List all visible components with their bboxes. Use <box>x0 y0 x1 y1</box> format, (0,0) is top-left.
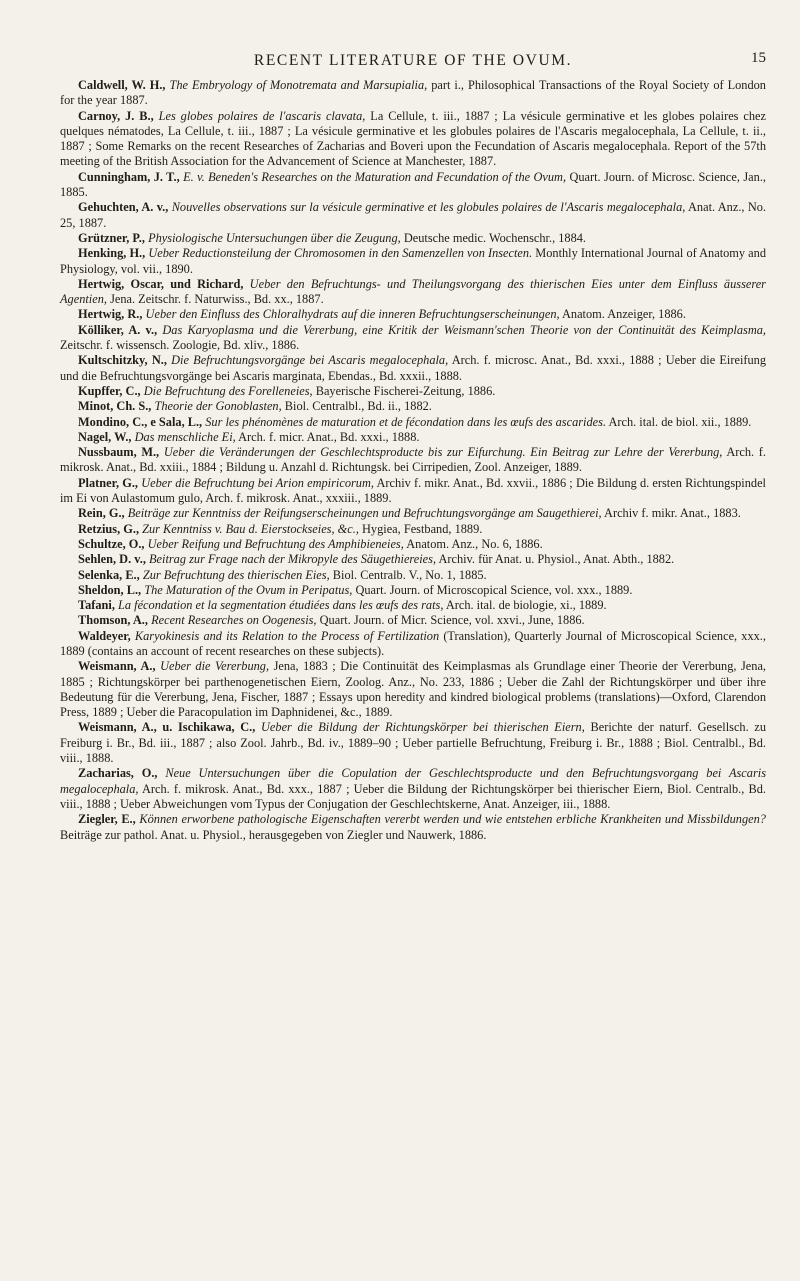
reference-entry <box>60 307 766 322</box>
reference-details: Archiv. für Anat. u. Physiol., Anat. Abth., 1882. <box>438 552 675 567</box>
reference-entry <box>60 109 766 170</box>
reference-author: Kölliker, A. v., <box>78 322 158 337</box>
reference-entry <box>60 200 766 231</box>
reference-entry <box>60 629 766 660</box>
reference-author: Carnoy, J. B., <box>78 108 154 123</box>
reference-author: Minot, Ch. S., <box>78 399 152 414</box>
reference-title: Les globes polaires de l'ascaris clavata, <box>158 108 366 123</box>
reference-author: Nagel, W., <box>78 429 132 444</box>
reference-details: Arch. f. mikrosk. Anat., Bd. xxx., 1887 ; Ueber die Bildung der Richtungskörper bei thierischer Eiern, Biol. Centralb., Bd. viii., 1888 ; Ueber Abweichungen vom Typus der Conjugation der Geschlechtskerne, Anat. Anzeiger, iii., 1888. <box>60 781 766 811</box>
reference-title: Das menschliche Ei, <box>134 429 236 444</box>
reference-details: Anatom. Anz., No. 6, 1886. <box>406 536 543 551</box>
reference-details: Anatom. Anzeiger, 1886. <box>561 307 686 322</box>
running-head: RECENT LITERATURE OF THE OVUM. <box>253 52 573 69</box>
reference-author: Sheldon, L., <box>78 582 142 597</box>
reference-details: Arch. ital. de biol. xii., 1889. <box>608 414 752 429</box>
reference-entry <box>60 766 766 812</box>
reference-list <box>60 78 766 843</box>
reference-title: Ueber den Befruchtungs- und Theilungsvorgang des thierischen Eies unter dem Einfluss äusserer Agentien, <box>60 276 766 307</box>
reference-details: Jena. Zeitschr. f. Naturwiss., Bd. xx., 1887. <box>110 292 324 307</box>
reference-entry <box>60 720 766 766</box>
reference-title: Ueber Reductionsteilung der Chromosomen in den Samenzellen von Insecten. <box>148 246 533 261</box>
reference-details: Arch. ital. de biologie, xi., 1889. <box>445 598 607 613</box>
page-header <box>60 0 766 78</box>
reference-entry <box>60 430 766 445</box>
reference-author: Sehlen, D. v., <box>78 552 146 567</box>
reference-author: Kultschitzky, N., <box>78 353 167 368</box>
reference-author: Kupffer, C., <box>78 383 141 398</box>
reference-entry <box>60 522 766 537</box>
reference-entry <box>60 583 766 598</box>
reference-details: Hygiea, Festband, 1889. <box>362 521 483 536</box>
reference-details: (Translation), Quarterly Journal of Microscopical Science, xxx., 1889 (contains an account of recent researches on these subjects). <box>60 628 766 658</box>
reference-entry <box>60 399 766 414</box>
reference-details: Arch. f. microsc. Anat., Bd. xxxi., 1888 ; Ueber die Eireifung und die Befruchtungsvorgänge bei Ascaris marginata, Ebendas., Bd. xxxii., 1888. <box>60 353 766 383</box>
reference-details: Biol. Centralb. V., No. 1, 1885. <box>332 567 487 582</box>
reference-entry <box>60 659 766 720</box>
reference-entry <box>60 445 766 476</box>
reference-title: Ueber die Vererbung, <box>160 659 270 674</box>
reference-details: Monthly International Journal of Anatomy and Physiology, vol. vii., 1890. <box>60 246 766 276</box>
reference-author: Hertwig, R., <box>78 307 143 322</box>
reference-author: Mondino, C., e Sala, L., <box>78 414 203 429</box>
reference-entry <box>60 613 766 628</box>
reference-author: Weismann, A., <box>78 659 156 674</box>
reference-author: Gehuchten, A. v., <box>78 200 169 215</box>
reference-title: The Embryology of Monotremata and Marsupialia, <box>169 78 428 92</box>
reference-title: Neue Untersuchungen über die Copulation der Geschlechtsproducte und den Befruchtungsvorgang bei Ascaris megalocephala, <box>60 766 766 796</box>
reference-title: The Maturation of the Ovum in Peripatus, <box>144 582 353 597</box>
reference-entry <box>60 506 766 521</box>
reference-title: Karyokinesis and its Relation to the Process of Fertilization <box>134 628 440 643</box>
reference-author: Hertwig, Oscar, und Richard, <box>78 276 244 291</box>
reference-title: Das Karyoplasma und die Vererbung, eine Kritik der Weismann'schen Theorie von der Continuität des Keimplasma, <box>162 322 766 337</box>
reference-title: Ueber die Bildung der Richtungskörper bei thierischen Eiern, <box>261 720 585 735</box>
reference-author: Cunningham, J. T., <box>78 169 180 184</box>
reference-author: Zacharias, O., <box>78 766 158 781</box>
reference-details: part i., Philosophical Transactions of the Royal Society of London for the year 1887. <box>60 78 766 108</box>
reference-author: Tafani, <box>78 598 115 613</box>
reference-author: Waldeyer, <box>78 628 131 643</box>
reference-details: Quart. Journ. of Microscopical Science, vol. xxx., 1889. <box>355 582 633 597</box>
reference-entry <box>60 353 766 384</box>
reference-author: Ziegler, E., <box>78 812 136 827</box>
reference-author: Nussbaum, M., <box>78 445 160 460</box>
reference-title: Ueber die Befruchtung bei Arion empiricorum, <box>141 475 374 490</box>
reference-details: Archiv f. mikr. Anat., 1883. <box>604 506 741 521</box>
reference-title: Nouvelles observations sur la vésicule germinative et les globules polaires de l'Ascaris megalocephala, <box>171 200 686 215</box>
reference-entry <box>60 246 766 277</box>
reference-details: Anat. Anz., No. 25, 1887. <box>60 200 767 230</box>
reference-details: Jena, 1883 ; Die Continuität des Keimplasmas als Grundlage einer Theorie der Vererbung, Jena, 1885 ; Richtungskörper bei parthenogenetischen Eiern, Zoolog. Anz., No. 233, 1886 ; Ueber die Zahl der Richtungskörper und über ihre Bedeutung für die Vererbung, Jena, Fischer, 1887 ; Essays upon heredity and kindred biological problems (translations)—Oxford, Clarendon Press, 1889 ; Ueber die Paracopulation im Daphnidenei, &c., 1889. <box>60 659 767 720</box>
reference-entry <box>60 598 766 613</box>
reference-author: Schultze, O., <box>78 536 145 551</box>
reference-entry <box>60 415 766 430</box>
reference-details: Bayerische Fischerei-Zeitung, 1886. <box>315 383 496 398</box>
reference-entry <box>60 812 766 843</box>
reference-title: Ueber die Veränderungen der Geschlechtsproducte bis zur Eifurchung. Ein Beitrag zur Lehre der Vererbung, <box>163 445 723 460</box>
reference-title: Physiologische Untersuchungen über die Zeugung, <box>148 230 401 245</box>
reference-author: Henking, H., <box>78 246 146 261</box>
reference-entry <box>60 476 766 507</box>
reference-author: Caldwell, W. H., <box>78 78 166 92</box>
reference-entry <box>60 78 766 109</box>
reference-author: Rein, G., <box>78 506 125 521</box>
reference-title: E. v. Beneden's Researches on the Maturation and Fecundation of the Ovum, <box>183 169 567 184</box>
reference-details: Deutsche medic. Wochenschr., 1884. <box>403 230 587 245</box>
reference-title: Beitrag zur Frage nach der Mikropyle des Säugethiereies, <box>149 552 437 567</box>
reference-author: Retzius, G., <box>78 521 140 536</box>
reference-author: Weismann, A., u. Ischikawa, C., <box>78 720 256 735</box>
reference-title: Ueber den Einfluss des Chloralhydrats auf die inneren Befruchtungserscheinungen, <box>145 307 560 322</box>
reference-title: Können erworbene pathologische Eigenschaften vererbt werden und wie entstehen erbliche Krankheiten und Missbildungen? <box>139 812 766 827</box>
reference-details: Beiträge zur pathol. Anat. u. Physiol., herausgegeben von Ziegler und Nauwerk, 1886. <box>60 827 487 842</box>
reference-author: Platner, G., <box>78 475 138 490</box>
reference-title: Theorie der Gonoblasten, <box>154 399 282 414</box>
reference-entry <box>60 384 766 399</box>
reference-author: Thomson, A., <box>78 613 148 628</box>
reference-details: Zeitschr. f. wissensch. Zoologie, Bd. xliv., 1886. <box>60 338 300 353</box>
reference-title: Recent Researches on Oogenesis, <box>151 613 317 628</box>
reference-title: Sur les phénomènes de maturation et de fécondation dans les œufs des ascarides. <box>205 414 607 429</box>
reference-title: La fécondation et la segmentation étudiées dans les œufs des rats, <box>118 598 444 613</box>
reference-details: Berichte der naturf. Gesellsch. zu Freiburg i. Br., Bd. iii., 1887 ; also Zool. Jahrb., Bd. iv., 1889–90 ; Ueber partielle Befruchtung, Freiburg i. Br., 1888 ; Biol. Centralbl., Bd. viii., 1888. <box>60 720 767 766</box>
reference-title: Zur Kenntniss v. Bau d. Eierstockseies, &c., <box>142 521 359 536</box>
reference-entry <box>60 552 766 567</box>
reference-details: Biol. Centralbl., Bd. ii., 1882. <box>284 399 432 414</box>
reference-details: Arch. f. mikrosk. Anat., Bd. xxiii., 1884 ; Bildung u. Anzahl d. Richtungsk. bei Cirripedien, Zool. Anzeiger, 1889. <box>60 445 766 475</box>
reference-entry <box>60 277 766 308</box>
reference-title: Die Befruchtungsvorgänge bei Ascaris megalocephala, <box>171 353 449 368</box>
reference-details: Quart. Journ. of Micr. Science, vol. xxvi., June, 1886. <box>319 613 585 628</box>
reference-title: Beiträge zur Kenntniss der Reifungserscheinungen und Befruchtungsvorgänge am Saugethierei, <box>127 506 602 521</box>
reference-entry <box>60 170 766 201</box>
reference-entry <box>60 568 766 583</box>
reference-author: Grützner, P., <box>78 230 145 245</box>
page-number: 15 <box>751 50 766 66</box>
reference-title: Ueber Reifung und Befruchtung des Amphibieneies, <box>147 536 404 551</box>
reference-details: Quart. Journ. of Microsc. Science, Jan., 1885. <box>60 169 766 200</box>
reference-title: Zur Befruchtung des thierischen Eies, <box>142 567 330 582</box>
reference-entry <box>60 537 766 552</box>
reference-details: La Cellule, t. iii., 1887 ; La vésicule germinative et les globes polaires chez quelques nématodes, La Cellule, t. iii., 1887 ; La vésicule germinative et les globules polaires de l'Ascaris megalocephala, La Cellule, t. ii., 1887 ; Some Remarks on the recent Researches of Zacharias and Boveri upon the Fecundation of Ascaris megalocephala. Report of the 57th meeting of the British Association for the Advancement of Science at Manchester, 1887. <box>60 108 766 169</box>
reference-details: Archiv f. mikr. Anat., Bd. xxvii., 1886 ; Die Bildung d. ersten Richtungspindel im Ei von Aulastomum gulo, Arch. f. mikrosk. Anat., xxxiii., 1889. <box>60 475 766 506</box>
reference-title: Die Befruchtung des Forelleneies, <box>143 383 313 398</box>
reference-entry <box>60 323 766 354</box>
reference-author: Selenka, E., <box>78 567 140 582</box>
reference-entry <box>60 231 766 246</box>
reference-details: Arch. f. micr. Anat., Bd. xxxi., 1888. <box>238 429 420 444</box>
